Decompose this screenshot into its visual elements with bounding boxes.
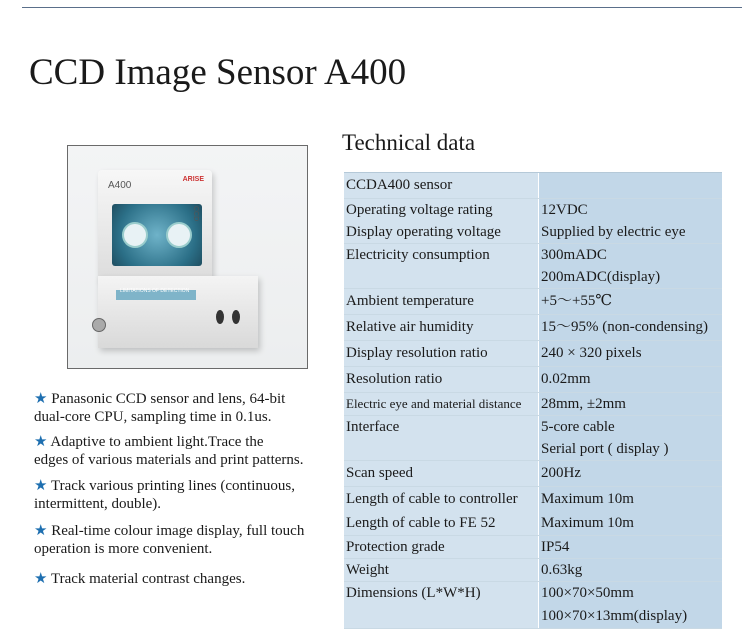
feature-text: edges of various materials and print patterns.: [34, 452, 304, 468]
top-rule: [22, 7, 742, 8]
spec-value: Maximum 10m: [541, 491, 634, 507]
table-row: [344, 341, 722, 367]
feature-text: Track various printing lines (continuous,: [50, 478, 295, 494]
mount-hole: [232, 310, 240, 324]
connector-icon: [92, 318, 106, 332]
star-icon: ★: [34, 523, 48, 539]
spec-value: Serial port ( display ): [541, 441, 669, 457]
spec-label: Protection grade: [346, 539, 445, 555]
spec-label-cell: [344, 393, 539, 415]
spec-value: IP54: [541, 539, 570, 555]
spec-label-cell: [344, 461, 539, 486]
table-row: [344, 199, 722, 244]
spec-label: Scan speed: [346, 465, 414, 481]
spec-value: 100×70×13mm(display): [541, 608, 688, 624]
spec-value-cell: [539, 199, 722, 243]
spec-label-cell: [344, 582, 539, 628]
feature-text: dual-core CPU, sampling time in 0.1us.: [34, 409, 272, 425]
feature-item: [34, 390, 334, 426]
table-row: [344, 536, 722, 559]
spec-label: Display resolution ratio: [346, 345, 488, 361]
spec-value: Supplied by electric eye: [541, 224, 686, 240]
spec-label-cell: [344, 341, 539, 366]
table-row: [344, 582, 722, 629]
table-row: [344, 416, 722, 461]
table-row: [344, 559, 722, 582]
feature-item: [34, 433, 334, 469]
right-lens-icon: [166, 222, 192, 248]
spec-label-cell: [344, 199, 539, 243]
spec-label: Resolution ratio: [346, 371, 443, 387]
table-row: [344, 315, 722, 341]
feature-text: intermittent, double).: [34, 496, 162, 512]
feature-item: [34, 570, 334, 588]
table-row: [344, 244, 722, 289]
feature-text: operation is more convenient.: [34, 541, 213, 557]
table-row: [344, 393, 722, 416]
spec-value-cell: [539, 367, 722, 392]
feature-text: Track material contrast changes.: [50, 571, 246, 587]
model-label: A400: [108, 180, 132, 191]
spec-label-cell: [344, 536, 539, 558]
spec-label-cell: [344, 315, 539, 340]
spec-label-cell: [344, 559, 539, 581]
star-icon: ★: [34, 434, 48, 450]
table-row: [344, 289, 722, 315]
feature-text: Adaptive to ambient light.Trace the: [50, 434, 264, 450]
spec-value: 300mADC: [541, 247, 607, 263]
brand-logo: ARISE: [182, 176, 204, 183]
spec-label: Display operating voltage: [346, 224, 501, 240]
ccd-side-label: CCD: [192, 206, 199, 222]
table-row: [344, 173, 722, 199]
spec-value: 100×70×50mm: [541, 585, 634, 601]
spec-value-cell: [539, 341, 722, 366]
star-icon: ★: [34, 571, 48, 587]
spec-value: 240 × 320 pixels: [541, 345, 642, 361]
spec-label: Length of cable to controller: [346, 491, 518, 507]
spec-value: Maximum 10m: [541, 515, 634, 531]
spec-label: Interface: [346, 419, 400, 435]
spec-value-cell: [539, 536, 722, 558]
mount-hole: [216, 310, 224, 324]
spec-value-cell: [539, 244, 722, 288]
left-lens-icon: [122, 222, 148, 248]
spec-value-cell: [539, 461, 722, 486]
display-screen: [112, 204, 202, 266]
spec-label-cell: [344, 416, 539, 460]
spec-value: 200Hz: [541, 465, 581, 481]
spec-value-cell: [539, 289, 722, 314]
table-row: [344, 461, 722, 487]
star-icon: ★: [34, 478, 48, 494]
spec-label-cell: [344, 487, 539, 535]
feature-text: Real-time colour image display, full touch: [51, 523, 305, 539]
product-image: [67, 145, 308, 369]
section-title: Technical data: [342, 130, 476, 155]
spec-label: Electric eye and material distance: [346, 396, 522, 411]
spec-value: 15～95% (non-condensing): [541, 319, 709, 335]
feature-text: Panasonic CCD sensor and lens, 64-bit: [51, 391, 286, 407]
spec-value-cell: [539, 582, 722, 628]
spec-value-cell: [539, 487, 722, 535]
spec-value-cell: [539, 416, 722, 460]
feature-item: [34, 477, 334, 513]
spec-value: 12VDC: [541, 202, 588, 218]
spec-label: Ambient temperature: [346, 293, 474, 309]
spec-label: Operating voltage rating: [346, 202, 493, 218]
spec-label: Weight: [346, 562, 389, 578]
spec-value: 200mADC(display): [541, 269, 661, 285]
sensor-base: [98, 276, 258, 348]
spec-value: 28mm, ±2mm: [541, 396, 626, 412]
spec-label-cell: [344, 173, 539, 198]
technical-data-table: [344, 172, 722, 629]
spec-value-cell: [539, 173, 722, 198]
spec-value-cell: [539, 393, 722, 415]
spec-label: Dimensions (L*W*H): [346, 585, 481, 601]
spec-label: Length of cable to FE 52: [346, 515, 496, 531]
feature-item: [34, 522, 334, 558]
spec-label: Relative air humidity: [346, 319, 474, 335]
spec-value: [541, 173, 722, 198]
spec-label-cell: [344, 289, 539, 314]
spec-value: 0.63kg: [541, 562, 583, 578]
spec-value-cell: [539, 315, 722, 340]
spec-label: Electricity consumption: [346, 247, 490, 263]
spec-value: 5-core cable: [541, 419, 615, 435]
star-icon: ★: [34, 391, 48, 407]
page-title: CCD Image Sensor A400: [29, 52, 407, 93]
spec-label-cell: [344, 367, 539, 392]
spec-label-cell: [344, 244, 539, 288]
table-row: [344, 367, 722, 393]
spec-label: CCDA400 sensor: [346, 177, 453, 193]
spec-value-cell: [539, 559, 722, 581]
spec-value: 0.02mm: [541, 371, 591, 387]
base-label: LIMITATIONS OF DETECTION: [120, 288, 190, 294]
table-row: [344, 487, 722, 536]
spec-value: +5～+55℃: [541, 293, 613, 309]
